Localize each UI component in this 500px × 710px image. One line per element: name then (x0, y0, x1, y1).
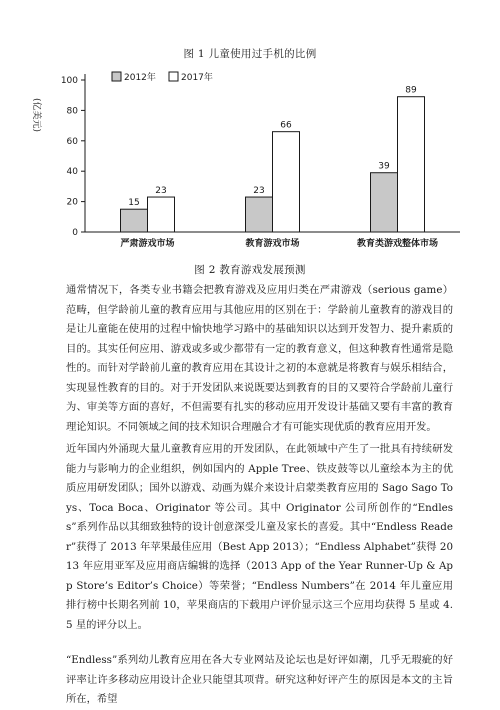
y-tick-label: 80 (66, 106, 78, 117)
bar (121, 209, 148, 232)
bar-chart (20, 60, 490, 260)
bar-chart-svg (20, 60, 490, 260)
figure2-caption: 图 2 教育游戏发展预测 (194, 264, 306, 276)
y-tick-label: 100 (60, 76, 78, 86)
legend-label: 2017年 (181, 73, 213, 83)
body-paragraph-1: 通常情况下，各类专业书籍会把教育游戏及应用归类在严肃游戏（serious game）范畴，但学龄前儿童的教育应用与其他应用的区别在于：学龄前儿童教育的游戏目的是让儿童能在使用的过程中愉快地学习路中的基础知识以达到开发智力、提升素质的目的。其实任何应用、游戏或多或少都带有一定的教育意义，但这种教育性通常是隐性的。而针对学龄前儿童的教育应用在其设计之初的本意就是将教育与娱乐相结合，实现显性教育的目的。对于开发团队来说既要达到教育的目的又要符合学龄前儿童行为、审美等方面的喜好，不但需要有扎实的移动应用开发设计基础又要有丰富的教育理论知识。不同领域之间的技术知识合理融合才有可能实现优质的教育应用开发。 (66, 284, 453, 433)
legend-label: 2012年 (124, 73, 156, 83)
y-tick-label: 40 (66, 167, 78, 178)
y-tick-label: 60 (66, 136, 78, 147)
bar-value-label: 23 (155, 186, 167, 197)
bar (246, 197, 273, 232)
body-paragraph-3: “Endless”系列幼儿教育应用在各大专业网站及论坛也是好评如潮，几乎无瑕疵的好评率让许多移动应用设计企业只能望其项背。研究这种好评产生的原因是本文的主旨所在，希望 (66, 654, 453, 705)
bar-value-label: 66 (280, 120, 292, 131)
bar (148, 197, 175, 232)
legend-swatch (112, 72, 121, 81)
x-category-label: 教育类游戏整体市场 (356, 239, 439, 249)
y-axis-label: (亿美元) (31, 98, 41, 133)
figure1-caption: 图 1 儿童使用过手机的比例 (183, 48, 317, 60)
bar (371, 173, 398, 232)
bar-value-label: 23 (253, 186, 265, 197)
bar (273, 132, 300, 232)
bar-value-label: 15 (128, 198, 140, 209)
x-category-label: 教育游戏市场 (245, 239, 300, 249)
y-tick-label: 20 (66, 197, 78, 208)
bar-value-label: 89 (405, 85, 417, 96)
bar-value-label: 39 (378, 161, 390, 172)
legend-swatch (169, 72, 178, 81)
x-category-label: 严肃游戏市场 (120, 239, 175, 249)
body-paragraph-2: 近年国内外涌现大量儿童教育应用的开发团队，在此领域中产生了一批具有持续研发能力与影响力的企业组织，例如国内的 Apple Tree、铁皮鼓等以儿童绘本为主的优质应用研发团队；国外以游戏、动画为媒介来设计启蒙类教育应用的 Sago Sago Toys、Toca Boca、Originator 等公司。其中 Originator 公司所创作的“Endless”系列作品以其细致独特的设计创意深受儿童及家长的喜爱。其中“Endless Reader”获得了 2013 年苹果最佳应用（Best App 2013）；“Endless Alphabet”获得 2013 年应用亚军及应用商店编辑的选择（2013 App of the Year Runner-Up & App Store’s Editor’s Choice）等荣誉；“Endless Numbers”在 2014 年儿童应用排行榜中长期名列前 10，苹果商店的下载用户评价显示这三个应用均获得 5 星或 4.5 星的评分以上。 (66, 443, 453, 631)
bar (398, 97, 425, 232)
y-tick-label: 0 (72, 228, 78, 238)
